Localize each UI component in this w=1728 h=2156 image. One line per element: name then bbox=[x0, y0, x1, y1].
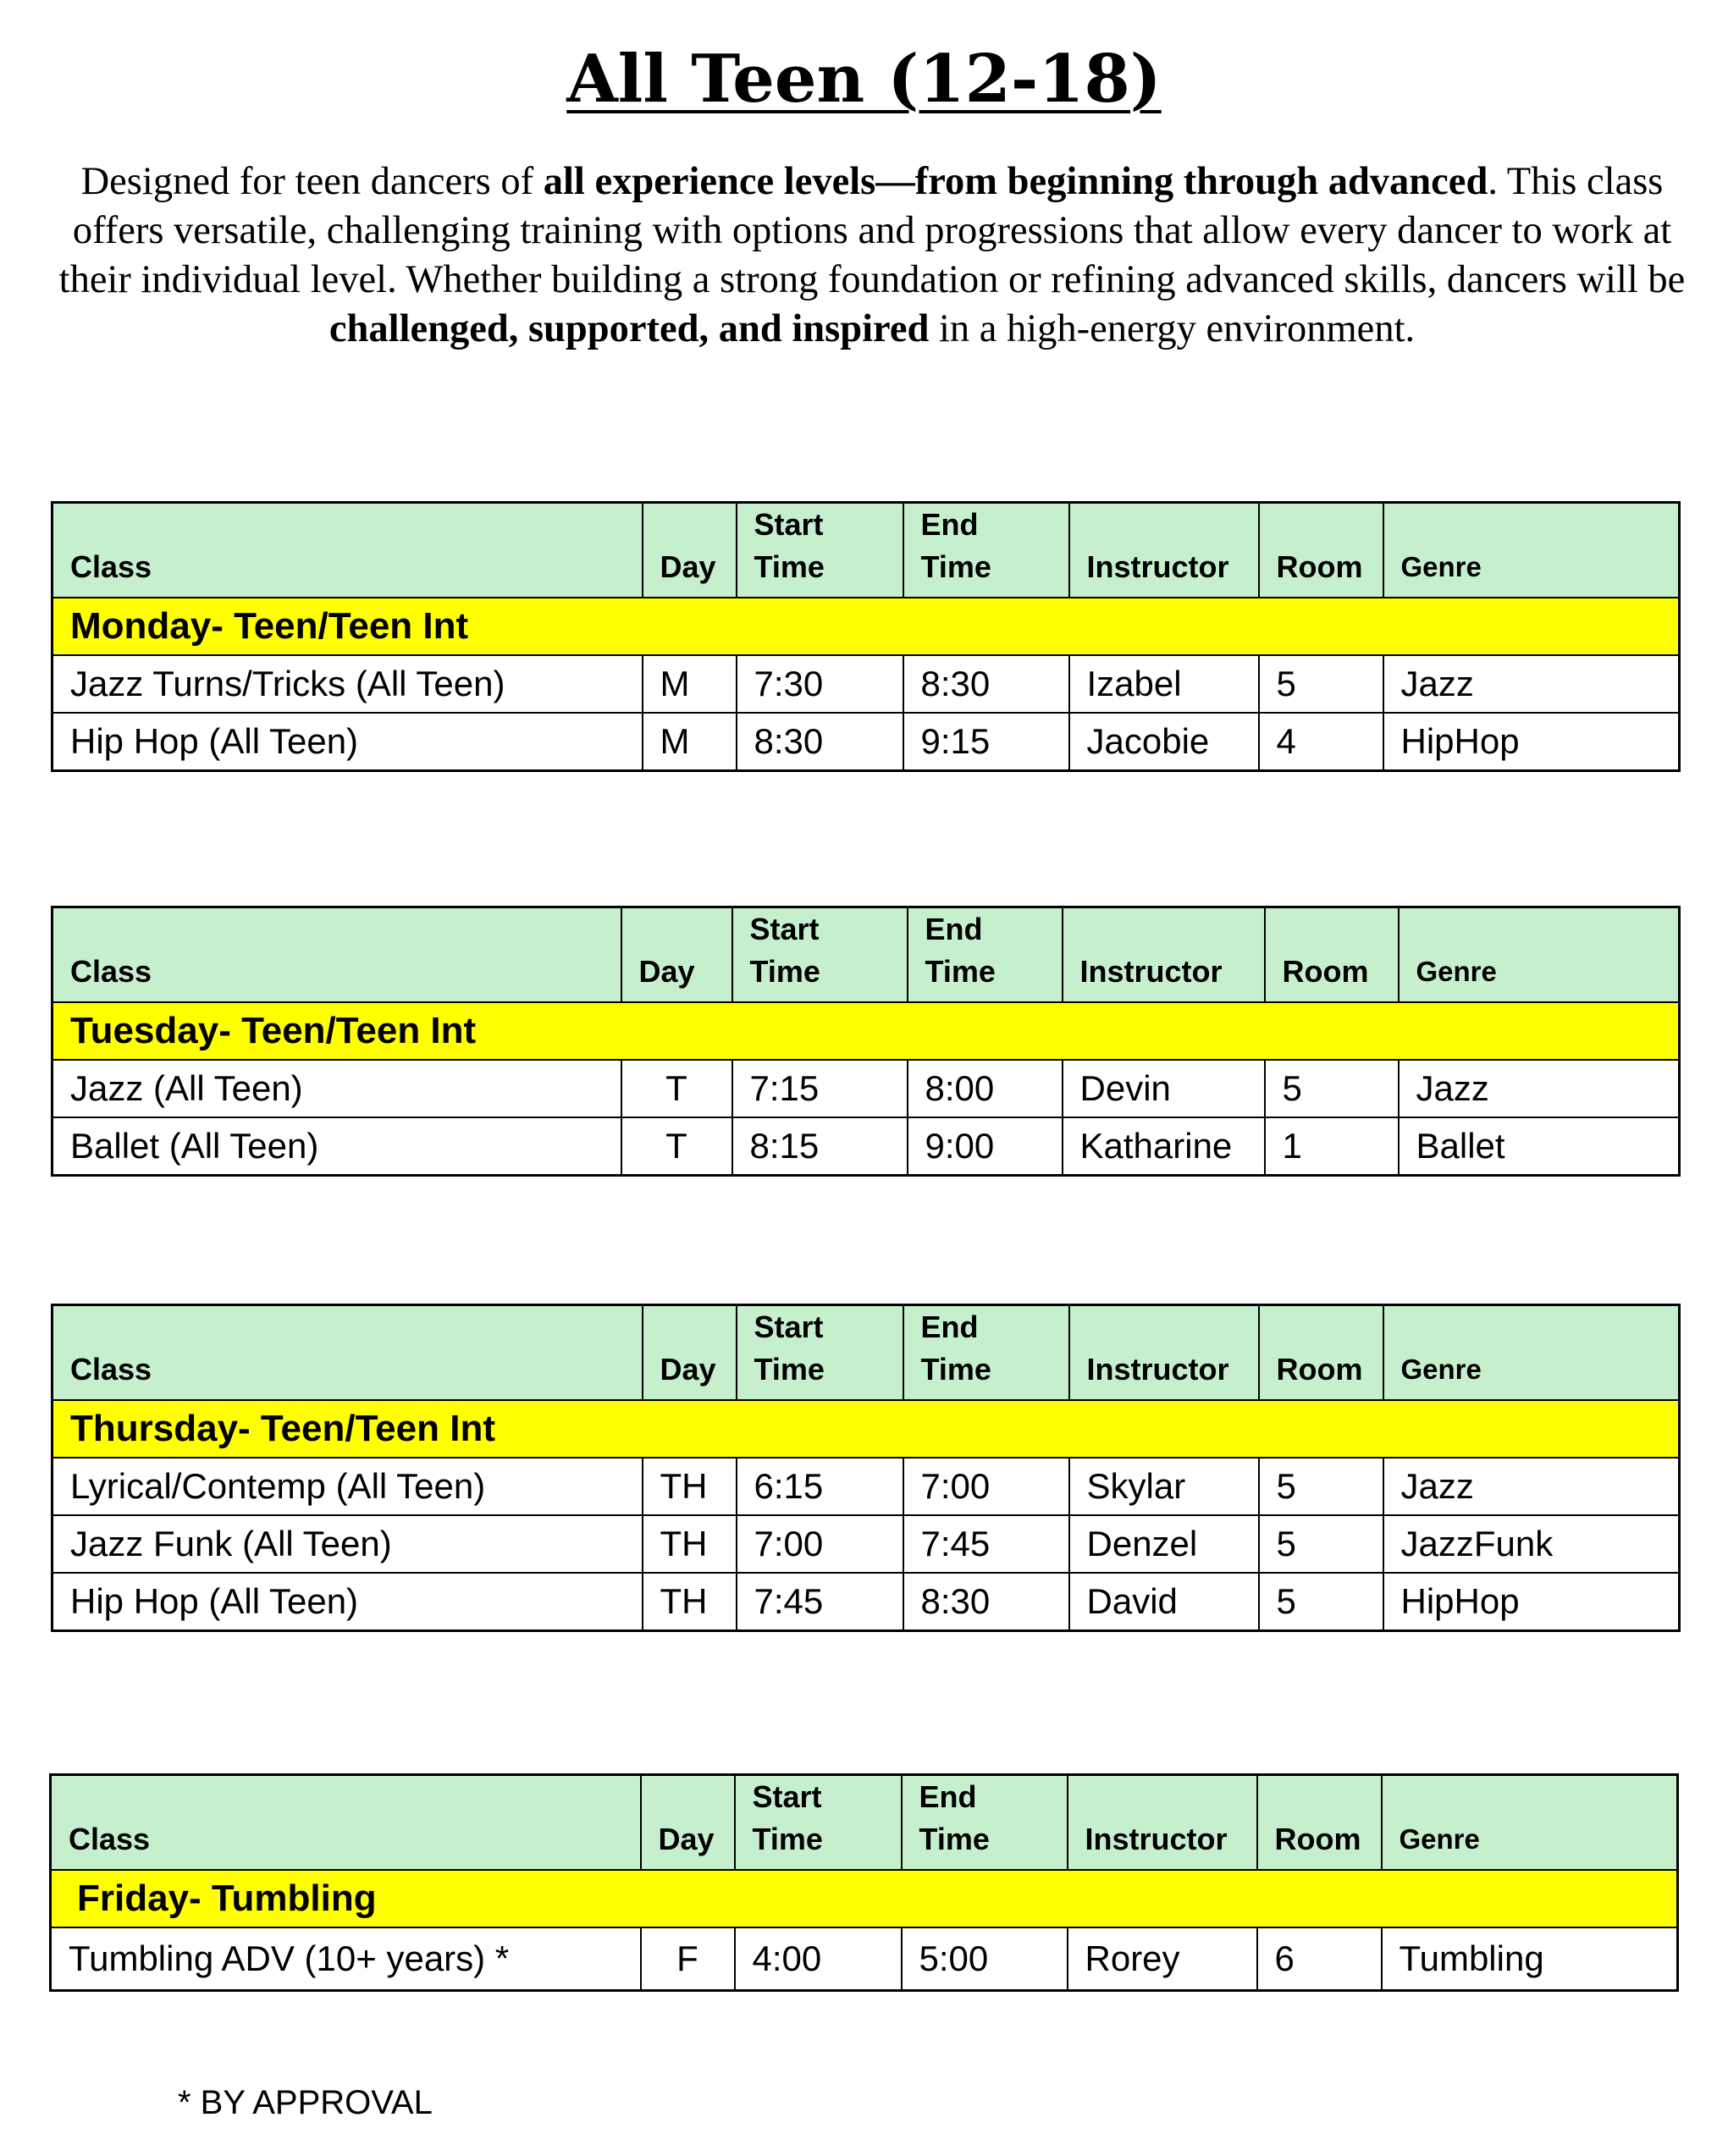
schedule-table-monday bbox=[51, 501, 1681, 772]
header-room: Room bbox=[1259, 503, 1383, 598]
cell-instructor: Katharine bbox=[1063, 1117, 1265, 1176]
cell-room: 5 bbox=[1259, 1515, 1383, 1573]
table-row bbox=[52, 1117, 1680, 1176]
table-row bbox=[52, 1060, 1680, 1117]
cell-instructor: Rorey bbox=[1068, 1927, 1257, 1990]
header-start-time: Start Time bbox=[732, 907, 908, 1003]
cell-end: 8:30 bbox=[903, 655, 1069, 713]
section-row bbox=[52, 1400, 1680, 1458]
section-row bbox=[51, 1870, 1678, 1927]
header-class: Class bbox=[51, 1775, 641, 1871]
cell-room: 6 bbox=[1257, 1927, 1382, 1990]
cell-day: TH bbox=[643, 1458, 737, 1515]
table-row bbox=[51, 1927, 1678, 1990]
header-end-time: End Time bbox=[903, 503, 1069, 598]
header-class: Class bbox=[52, 907, 621, 1003]
header-instructor: Instructor bbox=[1063, 907, 1265, 1003]
header-start-time: Start Time bbox=[735, 1775, 902, 1871]
cell-end: 8:00 bbox=[908, 1060, 1063, 1117]
header-genre: Genre bbox=[1383, 503, 1680, 598]
header-start-time: Start Time bbox=[737, 1305, 903, 1401]
header-instructor: Instructor bbox=[1068, 1775, 1257, 1871]
header-day: Day bbox=[621, 907, 732, 1003]
section-label: Friday- Tumbling bbox=[51, 1870, 1678, 1927]
table-header-row bbox=[51, 1775, 1678, 1871]
cell-day: M bbox=[643, 655, 737, 713]
description bbox=[51, 157, 1693, 354]
cell-start: 7:45 bbox=[737, 1573, 903, 1631]
cell-room: 5 bbox=[1259, 655, 1383, 713]
cell-genre: JazzFunk bbox=[1383, 1515, 1680, 1573]
table-row bbox=[52, 655, 1680, 713]
cell-room: 5 bbox=[1265, 1060, 1399, 1117]
table-header-row bbox=[52, 503, 1680, 598]
schedule-table-tuesday bbox=[51, 906, 1681, 1177]
header-day: Day bbox=[643, 503, 737, 598]
cell-instructor: Izabel bbox=[1069, 655, 1259, 713]
cell-genre: Tumbling bbox=[1382, 1927, 1678, 1990]
cell-room: 4 bbox=[1259, 713, 1383, 771]
cell-start: 7:15 bbox=[732, 1060, 908, 1117]
table-row bbox=[52, 713, 1680, 771]
cell-class: Lyrical/Contemp (All Teen) bbox=[52, 1458, 643, 1515]
header-room: Room bbox=[1265, 907, 1399, 1003]
cell-end: 9:15 bbox=[903, 713, 1069, 771]
description-bold-1: all experience levels—from beginning through advanced bbox=[543, 160, 1488, 203]
cell-genre: Ballet bbox=[1399, 1117, 1680, 1176]
header-genre: Genre bbox=[1399, 907, 1680, 1003]
cell-start: 6:15 bbox=[737, 1458, 903, 1515]
header-class: Class bbox=[52, 503, 643, 598]
cell-day: F bbox=[641, 1927, 735, 1990]
header-day: Day bbox=[643, 1305, 737, 1401]
header-end-time: End Time bbox=[908, 907, 1063, 1003]
header-genre: Genre bbox=[1383, 1305, 1680, 1401]
header-start-time: Start Time bbox=[737, 503, 903, 598]
cell-class: Hip Hop (All Teen) bbox=[52, 713, 643, 771]
header-genre: Genre bbox=[1382, 1775, 1678, 1871]
page-title: All Teen (12-18) bbox=[566, 41, 1162, 118]
cell-genre: HipHop bbox=[1383, 1573, 1680, 1631]
header-instructor: Instructor bbox=[1069, 503, 1259, 598]
cell-class: Jazz Turns/Tricks (All Teen) bbox=[52, 655, 643, 713]
cell-start: 8:30 bbox=[737, 713, 903, 771]
header-end-time: End Time bbox=[903, 1305, 1069, 1401]
cell-genre: Jazz bbox=[1383, 655, 1680, 713]
cell-day: T bbox=[621, 1117, 732, 1176]
description-text-2: . This class offers versatile, challenging training with options and progressions that allow every dancer to work at their individual level. Whether building a strong foundation or refining advanced skills, dancers will be bbox=[58, 160, 1686, 301]
cell-class: Jazz Funk (All Teen) bbox=[52, 1515, 643, 1573]
cell-end: 8:30 bbox=[903, 1573, 1069, 1631]
approval-footnote: * BY APPROVAL bbox=[178, 2084, 433, 2121]
cell-start: 4:00 bbox=[735, 1927, 902, 1990]
schedule-table-friday bbox=[49, 1773, 1679, 1992]
header-class: Class bbox=[52, 1305, 643, 1401]
cell-start: 8:15 bbox=[732, 1117, 908, 1176]
cell-instructor: Denzel bbox=[1069, 1515, 1259, 1573]
description-text-3: in a high-energy environment. bbox=[929, 307, 1416, 350]
cell-day: M bbox=[643, 713, 737, 771]
section-label: Tuesday- Teen/Teen Int bbox=[52, 1002, 1680, 1060]
header-room: Room bbox=[1259, 1305, 1383, 1401]
cell-end: 5:00 bbox=[902, 1927, 1068, 1990]
cell-instructor: Jacobie bbox=[1069, 713, 1259, 771]
cell-room: 5 bbox=[1259, 1458, 1383, 1515]
cell-room: 5 bbox=[1259, 1573, 1383, 1631]
cell-class: Jazz (All Teen) bbox=[52, 1060, 621, 1117]
cell-genre: Jazz bbox=[1399, 1060, 1680, 1117]
cell-end: 7:45 bbox=[903, 1515, 1069, 1573]
table-row bbox=[52, 1573, 1680, 1631]
table-row bbox=[52, 1515, 1680, 1573]
table-row bbox=[52, 1458, 1680, 1515]
cell-genre: HipHop bbox=[1383, 713, 1680, 771]
header-end-time: End Time bbox=[902, 1775, 1068, 1871]
cell-class: Tumbling ADV (10+ years) * bbox=[51, 1927, 641, 1990]
section-label: Thursday- Teen/Teen Int bbox=[52, 1400, 1680, 1458]
section-row bbox=[52, 1002, 1680, 1060]
header-day: Day bbox=[641, 1775, 735, 1871]
cell-class: Ballet (All Teen) bbox=[52, 1117, 621, 1176]
description-bold-2: challenged, supported, and inspired bbox=[328, 307, 930, 350]
cell-instructor: Skylar bbox=[1069, 1458, 1259, 1515]
header-room: Room bbox=[1257, 1775, 1382, 1871]
table-header-row bbox=[52, 907, 1680, 1003]
cell-end: 9:00 bbox=[908, 1117, 1063, 1176]
cell-day: TH bbox=[643, 1573, 737, 1631]
cell-day: T bbox=[621, 1060, 732, 1117]
cell-instructor: Devin bbox=[1063, 1060, 1265, 1117]
cell-class: Hip Hop (All Teen) bbox=[52, 1573, 643, 1631]
header-instructor: Instructor bbox=[1069, 1305, 1259, 1401]
cell-end: 7:00 bbox=[903, 1458, 1069, 1515]
cell-day: TH bbox=[643, 1515, 737, 1573]
description-text-1: Designed for teen dancers of bbox=[80, 160, 544, 203]
section-row bbox=[52, 598, 1680, 655]
cell-instructor: David bbox=[1069, 1573, 1259, 1631]
cell-room: 1 bbox=[1265, 1117, 1399, 1176]
table-header-row bbox=[52, 1305, 1680, 1401]
cell-genre: Jazz bbox=[1383, 1458, 1680, 1515]
section-label: Monday- Teen/Teen Int bbox=[52, 598, 1680, 655]
cell-start: 7:00 bbox=[737, 1515, 903, 1573]
schedule-table-thursday bbox=[51, 1304, 1681, 1632]
cell-start: 7:30 bbox=[737, 655, 903, 713]
